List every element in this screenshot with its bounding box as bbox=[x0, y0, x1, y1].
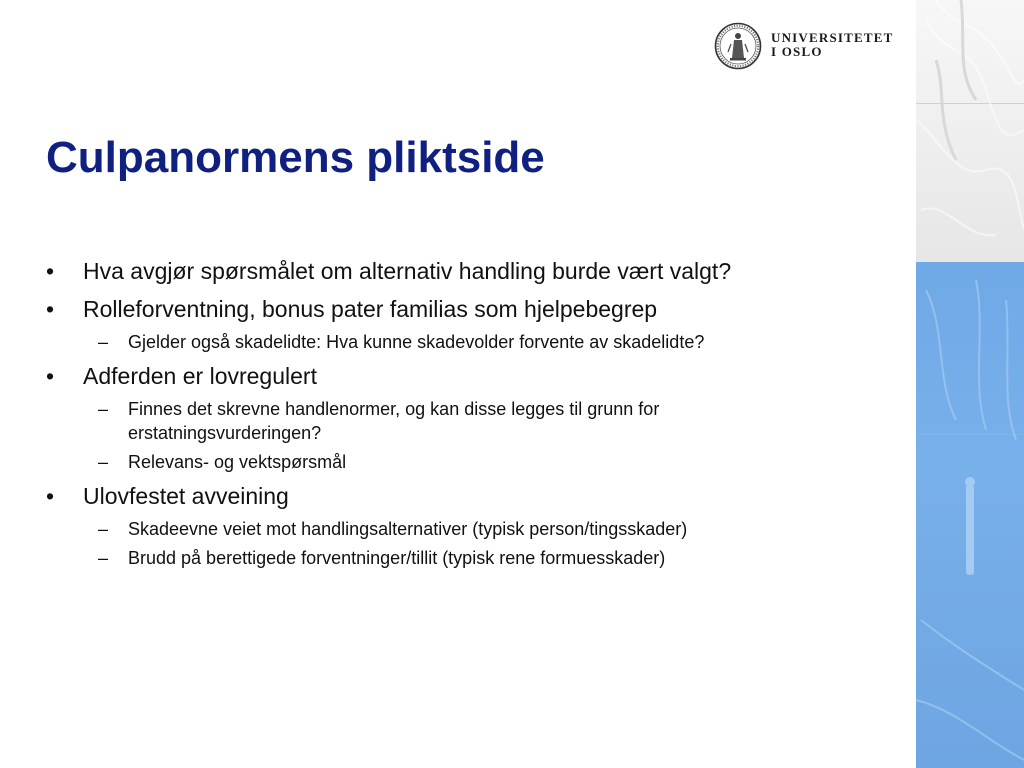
statue-relief-image bbox=[916, 0, 1024, 768]
bullet-marker: • bbox=[46, 296, 55, 322]
bullet-item bbox=[46, 293, 906, 325]
bullet-item bbox=[46, 360, 906, 392]
side-decoration-band bbox=[916, 0, 1024, 768]
bullet-text: Ulovfestet avveining bbox=[83, 483, 289, 509]
sub-bullet-text: Gjelder også skadelidte: Hva kunne skadevolder forvente av skadelidte? bbox=[128, 332, 705, 352]
sub-bullet-marker: – bbox=[98, 399, 109, 419]
bullet-item bbox=[46, 480, 906, 512]
sub-bullet-text: Skadeevne veiet mot handlingsalternativer (typisk person/tingsskader) bbox=[128, 519, 688, 539]
slide-title: Culpanormens pliktside bbox=[46, 133, 545, 182]
sub-bullet-marker: – bbox=[98, 332, 109, 352]
sub-bullet-item bbox=[46, 517, 818, 541]
sub-bullet-item bbox=[46, 330, 818, 354]
university-logo bbox=[714, 22, 904, 70]
university-name bbox=[771, 31, 894, 59]
bullet-marker: • bbox=[46, 483, 55, 509]
university-name-line1: UNIVERSITETET bbox=[771, 30, 894, 45]
sub-bullet-item bbox=[46, 397, 818, 445]
bullet-item bbox=[46, 255, 906, 287]
sub-bullet-text: Finnes det skrevne handlenormer, og kan disse legges til grunn for erstatningsvurderingen? bbox=[128, 399, 660, 443]
sub-bullet-text: Relevans- og vektspørsmål bbox=[128, 452, 347, 472]
bullet-text: Hva avgjør spørsmålet om alternativ handling burde vært valgt? bbox=[83, 258, 732, 284]
sub-bullet-item bbox=[46, 546, 818, 570]
sub-bullet-marker: – bbox=[98, 548, 109, 568]
sub-bullet-item bbox=[46, 450, 818, 474]
university-name-line2: I OSLO bbox=[771, 44, 823, 59]
bullet-text: Adferden er lovregulert bbox=[83, 363, 317, 389]
sub-bullet-marker: – bbox=[98, 519, 109, 539]
university-seal-icon bbox=[714, 22, 762, 70]
bullet-list bbox=[46, 255, 906, 570]
bullet-marker: • bbox=[46, 258, 55, 284]
bullet-text: Rolleforventning, bonus pater familias som hjelpebegrep bbox=[83, 296, 658, 322]
bullet-marker: • bbox=[46, 363, 55, 389]
sub-bullet-text: Brudd på berettigede forventninger/tillit (typisk rene formuesskader) bbox=[128, 548, 666, 568]
sub-bullet-marker: – bbox=[98, 452, 109, 472]
